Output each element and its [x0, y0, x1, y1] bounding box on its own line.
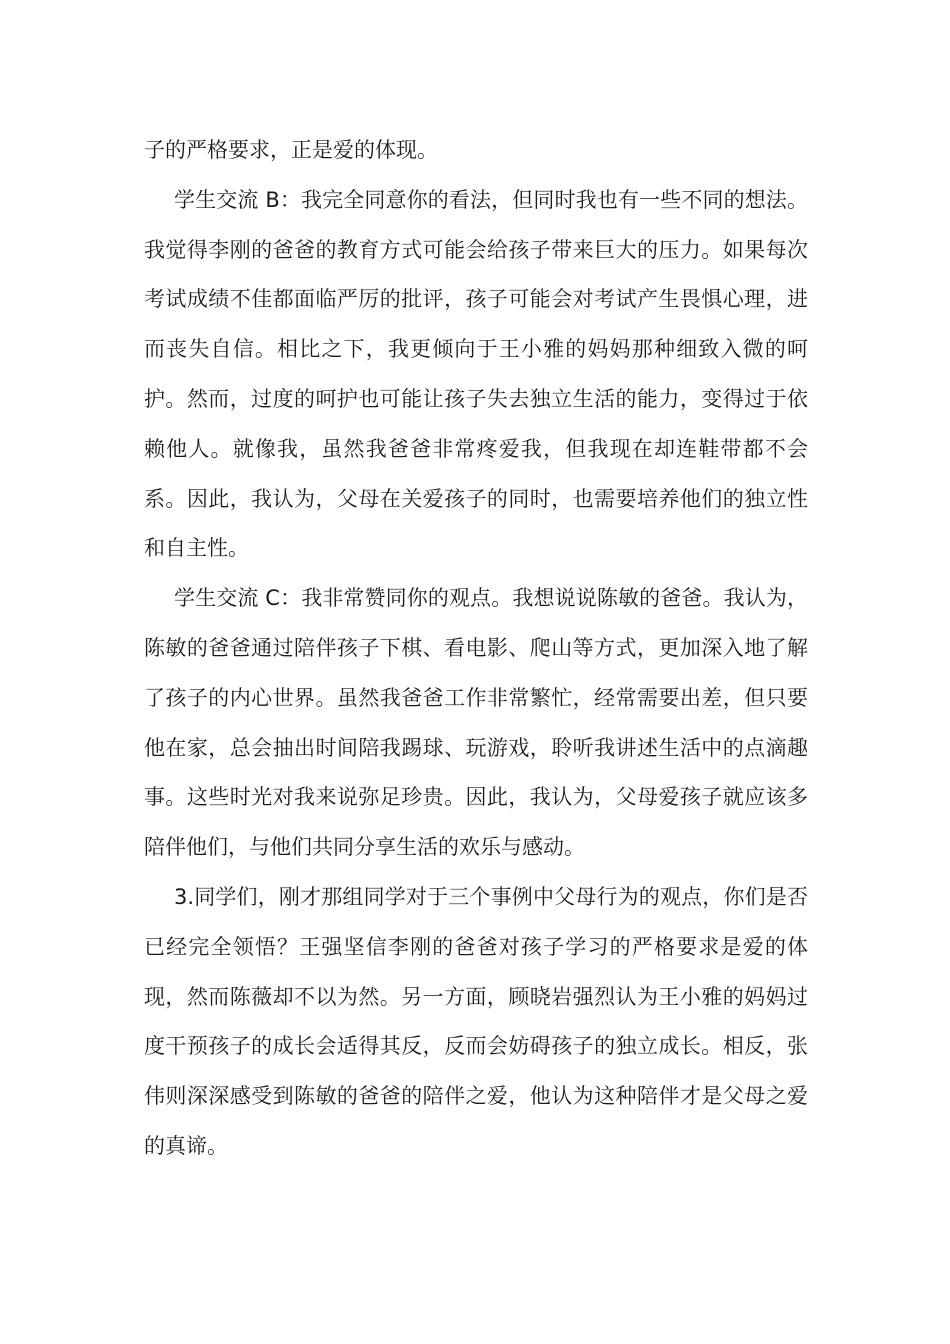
paragraph-student-c: 学生交流 C：我非常赞同你的观点。我想说说陈敏的爸爸。我认为，陈敏的爸爸通过陪伴孩子下棋、看电影、爬山等方式，更加深入地了解了孩子的内心世界。虽然我爸爸工作非常繁忙，经常需要出差，但只要他在家，总会抽出时间陪我踢球、玩游戏，聆听我讲述生活中的点滴趣事。这些时光对我来说弥足珍贵。因此，我认为，父母爱孩子就应该多陪伴他们，与他们共同分享生活的欢乐与感动。: [144, 586, 808, 860]
paragraph-continuation: 子的严格要求，正是爱的体现。: [144, 138, 438, 162]
paragraph-student-b: 学生交流 B：我完全同意你的看法，但同时我也有一些不同的想法。我觉得李刚的爸爸的教育方式可能会给孩子带来巨大的压力。如果每次考试成绩不佳都面临严厉的批评，孩子可能会对考试产生畏惧心理，进而丧失自信。相比之下，我更倾向于王小雅的妈妈那种细致入微的呵护。然而，过度的呵护也可能让孩子失去独立生活的能力，变得过于依赖他人。就像我，虽然我爸爸非常疼爱我，但我现在却连鞋带都不会系。因此，我认为，父母在关爱孩子的同时，也需要培养他们的独立性和自主性。: [144, 187, 808, 561]
document-body: [144, 126, 808, 1172]
paragraph-item-3: 3.同学们，刚才那组同学对于三个事例中父母行为的观点，你们是否已经完全领悟？王强坚信李刚的爸爸对孩子学习的严格要求是爱的体现，然而陈薇却不以为然。另一方面，顾晓岩强烈认为王小雅的妈妈过度干预孩子的成长会适得其反，反而会妨碍孩子的独立成长。相反，张伟则深深感受到陈敏的爸爸的陪伴之爱，他认为这种陪伴才是父母之爱的真谛。: [144, 884, 808, 1158]
